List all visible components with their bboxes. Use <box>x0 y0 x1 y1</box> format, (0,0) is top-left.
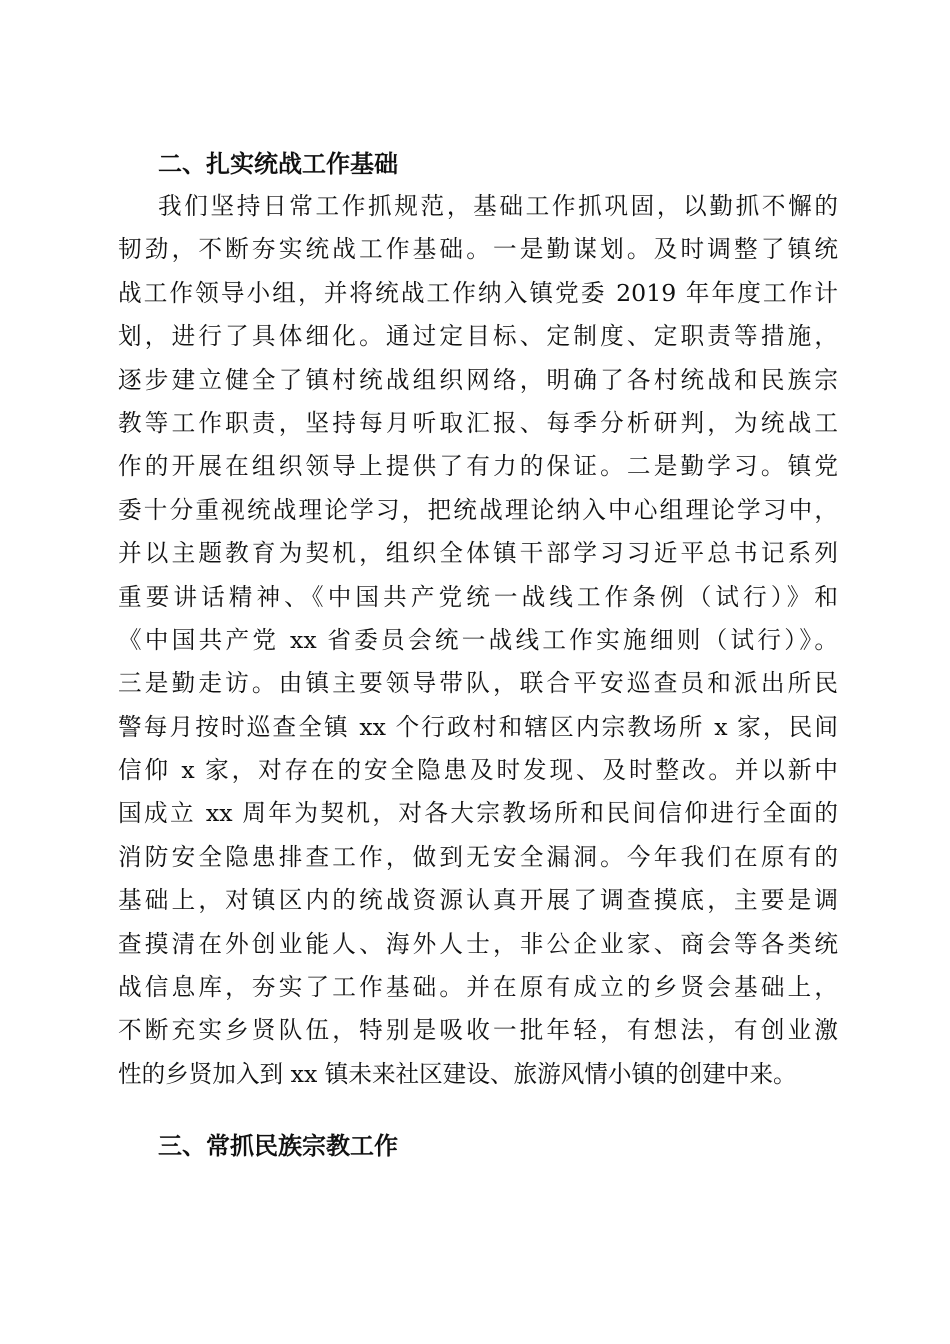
paragraph-line: 警每月按时巡查全镇 xx 个行政村和辖区内宗教场所 x 家，民间 <box>118 712 838 741</box>
paragraph-line: 国成立 xx 周年为契机，对各大宗教场所和民间信仰进行全面的 <box>118 799 838 828</box>
paragraph-line: 逐步建立健全了镇村统战组织网络，明确了各村统战和民族宗 <box>118 365 838 394</box>
paragraph-line: 不断充实乡贤队伍，特别是吸收一批年轻，有想法，有创业激 <box>118 1016 838 1045</box>
paragraph-line: 基础上，对镇区内的统战资源认真开展了调查摸底，主要是调 <box>118 886 838 915</box>
paragraph-line: 查摸清在外创业能人、海外人士，非公企业家、商会等各类统 <box>118 929 838 958</box>
paragraph-line: 并以主题教育为契机，组织全体镇干部学习习近平总书记系列 <box>118 539 838 568</box>
paragraph-line: 战工作领导小组，并将统战工作纳入镇党委 2019 年年度工作计 <box>118 278 838 307</box>
paragraph-line: 韧劲，不断夯实统战工作基础。一是勤谋划。及时调整了镇统 <box>118 235 838 264</box>
paragraph-line: 划，进行了具体细化。通过定目标、定制度、定职责等措施， <box>118 322 838 351</box>
paragraph-line: 重要讲话精神、《中国共产党统一战线工作条例（试行）》和 <box>118 582 838 611</box>
section-heading-3: 三、常抓民族宗教工作 <box>158 1132 398 1160</box>
paragraph-line: 《中国共产党 xx 省委员会统一战线工作实施细则（试行）》。 <box>118 625 838 654</box>
paragraph-line: 性的乡贤加入到 xx 镇未来社区建设、旅游风情小镇的创建中来。 <box>118 1059 797 1088</box>
paragraph-line: 三是勤走访。由镇主要领导带队，联合平安巡查员和派出所民 <box>118 669 838 698</box>
paragraph-line: 消防安全隐患排查工作，做到无安全漏洞。今年我们在原有的 <box>118 842 838 871</box>
paragraph-line: 我们坚持日常工作抓规范，基础工作抓巩固，以勤抓不懈的 <box>158 192 838 220</box>
paragraph-line: 作的开展在组织领导上提供了有力的保证。二是勤学习。镇党 <box>118 452 838 481</box>
paragraph-line: 信仰 x 家，对存在的安全隐患及时发现、及时整改。并以新中 <box>118 756 838 785</box>
paragraph-line: 委十分重视统战理论学习，把统战理论纳入中心组理论学习中， <box>118 495 838 524</box>
paragraph-line: 战信息库，夯实了工作基础。并在原有成立的乡贤会基础上， <box>118 973 838 1002</box>
paragraph-line: 教等工作职责，坚持每月听取汇报、每季分析研判，为统战工 <box>118 408 838 437</box>
section-2-paragraph <box>118 185 838 1096</box>
section-heading-2: 二、扎实统战工作基础 <box>158 150 398 178</box>
